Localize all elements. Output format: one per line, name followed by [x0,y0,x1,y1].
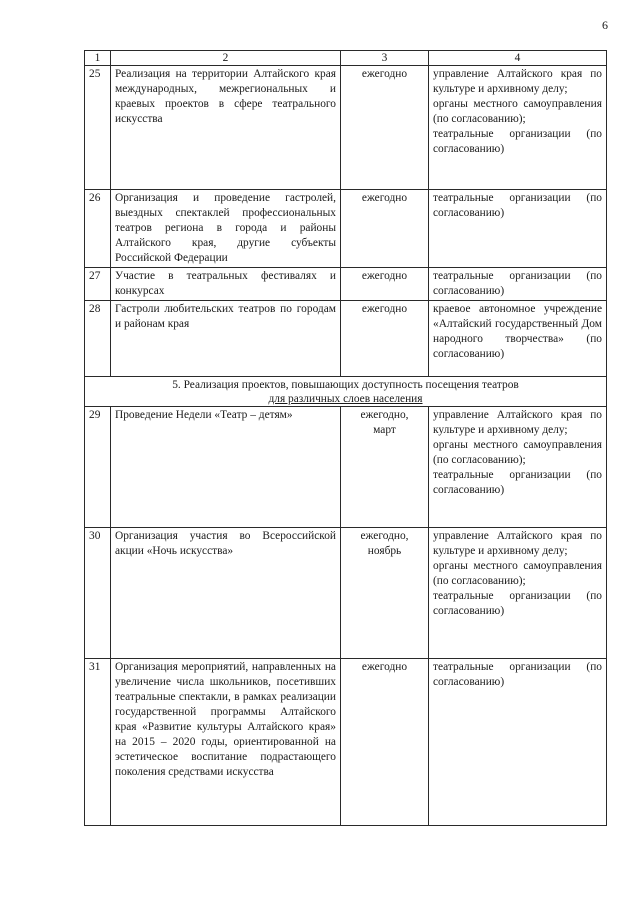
section-heading-line: для различных слоев населения [268,393,423,405]
executor-text: театральные организации (по согласованию) [433,270,602,297]
table-row [85,268,607,301]
events-plan-table [84,50,607,826]
row-number: 29 [85,407,111,528]
term-text: ежегодно [361,661,408,673]
column-header: 3 [341,51,429,66]
row-number: 25 [85,66,111,190]
executor-text: театральные организации (по согласованию) [433,590,602,617]
executors-cell [429,659,607,826]
page-number: 6 [602,18,608,32]
term-text: ежегодно [361,192,408,204]
executor-text: краевое автономное учреждение «Алтайский государственный Дом народного творчества» (по согласованию) [433,303,602,360]
table-row [85,407,607,528]
row-number: 28 [85,301,111,377]
executor-text: органы местного самоуправления (по согласованию); [433,98,602,125]
executors-cell [429,190,607,268]
row-number: 31 [85,659,111,826]
term-cell [341,407,429,528]
table-row [85,659,607,826]
executor-text: театральные организации (по согласованию) [433,469,602,496]
activity-cell: Организация мероприятий, направленных на увеличение числа школьников, посетивших театральные спектакли, в рамках реализации государственной программы Алтайского края «Развитие культуры Алтайского края» на 2015 – 2020 годы, ориентированной на эстетическое воспитание подрастающего поколения средствами искусства [111,659,341,826]
term-cell [341,528,429,659]
executor-text: органы местного самоуправления (по согласованию); [433,560,602,587]
term-text: ноябрь [367,545,402,557]
row-number: 26 [85,190,111,268]
section-heading-line: 5. Реализация проектов, повышающих доступность посещения театров [172,379,519,391]
executors-cell [429,301,607,377]
activity-cell: Организация и проведение гастролей, выездных спектаклей профессиональных театров региона в города и районы Алтайского края, другие субъекты Российской Федерации [111,190,341,268]
activity-cell: Реализация на территории Алтайского края международных, межрегиональных и краевых проектов в сфере театрального искусства [111,66,341,190]
executors-cell [429,407,607,528]
term-text: ежегодно, [360,409,409,421]
row-number: 30 [85,528,111,659]
activity-cell: Организация участия во Всероссийской акции «Ночь искусства» [111,528,341,659]
column-header: 1 [85,51,111,66]
section-heading-row [85,377,607,407]
term-text: ежегодно, [360,530,409,542]
table-row [85,301,607,377]
table-row [85,528,607,659]
term-cell [341,268,429,301]
term-text: ежегодно [361,68,408,80]
table-header-row [85,51,607,66]
column-header: 2 [111,51,341,66]
term-cell [341,190,429,268]
executor-text: управление Алтайского края по культуре и архивному делу; [433,68,602,95]
term-cell [341,301,429,377]
executor-text: управление Алтайского края по культуре и архивному делу; [433,530,602,557]
executor-text: органы местного самоуправления (по согласованию); [433,439,602,466]
activity-cell: Участие в театральных фестивалях и конкурсах [111,268,341,301]
column-header: 4 [429,51,607,66]
executor-text: управление Алтайского края по культуре и архивному делу; [433,409,602,436]
row-number: 27 [85,268,111,301]
executors-cell [429,66,607,190]
term-text: ежегодно [361,270,408,282]
term-text: ежегодно [361,303,408,315]
executors-cell [429,268,607,301]
executor-text: театральные организации (по согласованию) [433,128,602,155]
activity-cell: Проведение Недели «Театр – детям» [111,407,341,528]
executors-cell [429,528,607,659]
executor-text: театральные организации (по согласованию) [433,661,602,688]
activity-cell: Гастроли любительских театров по городам и районам края [111,301,341,377]
term-cell [341,66,429,190]
table-row [85,190,607,268]
section-heading [85,377,607,407]
term-text: март [373,424,396,436]
term-cell [341,659,429,826]
executor-text: театральные организации (по согласованию) [433,192,602,219]
table-row [85,66,607,190]
